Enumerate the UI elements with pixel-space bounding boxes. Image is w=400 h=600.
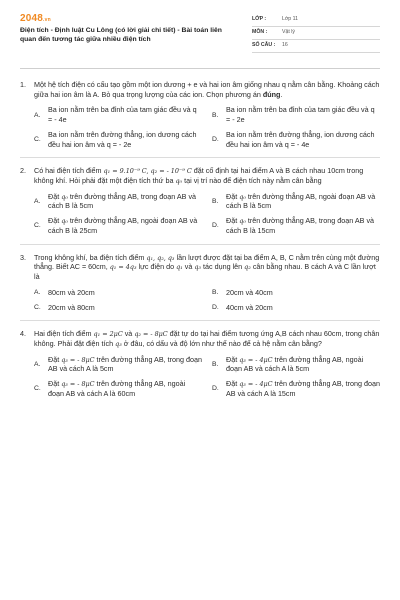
answer-option-a[interactable]: A. Đặt q₃ = - 8μC trên đường thẳng AB, trong đoạn AB và cách A là 5cm [34, 354, 202, 374]
meta-row-subject [252, 27, 380, 40]
answer-option-b[interactable]: B. Đặt q₀ trên đường thẳng AB, ngoài đoạn AB và cách B là 5cm [212, 191, 376, 211]
question-4 [20, 329, 380, 406]
answer-option-a[interactable]: A. Đặt q₀ trên đường thẳng AB, trong đoạn AB và cách B là 5cm [34, 191, 197, 211]
math-expression: q₁ = 9.10⁻⁹ C, q₂ = - 10⁻⁹ C [103, 167, 192, 176]
answer-options [20, 192, 380, 236]
answer-option-d[interactable]: D. Đặt q₃ = - 4μC trên đường thẳng AB, trong đoạn AB và cách A là 15cm [212, 379, 380, 398]
question-list [20, 80, 380, 415]
answer-option-b[interactable]: B. Ba ion nằm trên ba đỉnh của tam giác đều và q = - 2e [212, 105, 375, 125]
meta-value: Lớp 11 [282, 16, 298, 23]
answer-options [20, 355, 380, 399]
question-text: Trong không khí, ba điện tích điểm q₁, q₂, q₃ lần lượt được đặt tại ba điểm A, B, C nằm trên cùng một đường thẳng. Biết AC = 60cm, q₁ = 4q₃ lực điện do q₁ và q₃ tác dụng lên q₂ cân bằng nhau. B cách A và C lần lượt là [34, 252, 380, 282]
answer-option-a[interactable]: A. 80cm và 20cm [34, 287, 95, 297]
page-title: Điện tích - Định luật Cu Lông (có lời giải chi tiết) - Bài toán liên quan đến tương tác giữa nhiều điện tích [20, 27, 222, 44]
meta-value: 16 [282, 42, 288, 49]
meta-info [252, 14, 380, 53]
answer-option-c[interactable]: C. Đặt q₃ = - 8μC trên đường thẳng AB, ngoài đoạn AB và cách A là 60cm [34, 379, 186, 398]
answer-option-a[interactable]: A. Ba ion nằm trên ba đỉnh của tam giác đều và q = - 4e [34, 105, 197, 125]
meta-value: Vật lý [282, 29, 295, 36]
question-3 [20, 253, 380, 322]
answer-option-c[interactable]: C. 20cm và 80cm [34, 302, 95, 312]
meta-label: SỐ CÂU : [252, 42, 276, 49]
question-text: Hai điện tích điểm q₁ = 2μC và q₂ = - 8μC đặt tự do tại hai điểm tương ứng A,B cách nhau 60cm, trong chân không. Phải đặt điện tích q₃ ở đâu, có dấu và độ lớn như thế nào để cả hệ nằm cân bằng? [34, 329, 380, 348]
question-number: 1. [20, 80, 26, 89]
question-number: 4. [20, 329, 26, 339]
answer-option-d[interactable]: D. Đặt q₀ trên đường thẳng AB, trong đoạn AB và cách B là 15cm [212, 216, 375, 235]
question-text: Một hệ tích điện có cấu tạo gồm một ion dương + e và hai ion âm giống nhau q nằm cân bằng. Khoảng cách giữa hai ion âm là A. Bỏ qua trọng lượng của các ion. Chọn phương án đúng. [34, 80, 380, 99]
question-text: Có hai điện tích điểm q₁ = 9.10⁻⁹ C, q₂ = - 10⁻⁹ C đặt cố định tại hai điểm A và B cách nhau 10cm trong không khí. Hỏi phải đặt một điện tích thứ ba q₀ tại vị trí nào để điện tích này nằm cân bằng [34, 166, 364, 186]
site-logo[interactable]: 2048.vn [20, 13, 51, 24]
answer-option-b[interactable]: B. Đặt q₃ = - 4μC trên đường thẳng AB, ngoài đoạn AB và cách A là 5cm [212, 354, 364, 374]
question-1 [20, 80, 380, 158]
header [20, 12, 380, 64]
math-expression: q₀ [175, 177, 183, 186]
answer-options [20, 105, 380, 149]
question-number: 2. [20, 166, 26, 176]
answer-option-c[interactable]: C. Đặt q₀ trên đường thẳng AB, ngoài đoạn AB và cách B là 25cm [34, 216, 198, 235]
meta-label: MÔN : [252, 29, 268, 36]
question-number: 3. [20, 252, 26, 262]
header-divider [20, 68, 380, 69]
answer-option-c[interactable]: C. Ba ion nằm trên đường thẳng, ion dương cách đều hai ion âm và q = - 2e [34, 129, 197, 149]
answer-options [20, 288, 380, 312]
meta-row-class [252, 14, 380, 27]
answer-option-d[interactable]: D. Ba ion nằm trên đường thẳng, ion dương cách đều hai ion âm và q = - 4e [212, 129, 375, 149]
meta-label: LỚP : [252, 16, 267, 23]
meta-row-count [252, 40, 380, 53]
answer-option-d[interactable]: D. 40cm và 20cm [212, 302, 273, 312]
question-2 [20, 166, 380, 244]
answer-option-b[interactable]: B. 20cm và 40cm [212, 287, 273, 297]
